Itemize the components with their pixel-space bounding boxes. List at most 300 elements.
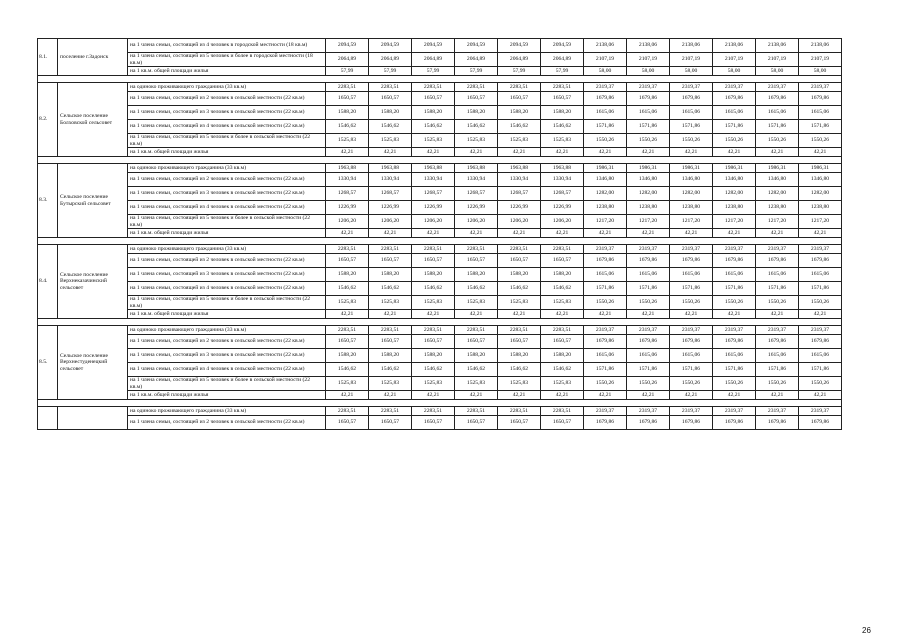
table-row bbox=[38, 92, 842, 106]
value-cell: 1588,20 bbox=[498, 349, 541, 363]
section-gap bbox=[38, 238, 842, 245]
row-description: на 1 члена семьи, состоящей из 2 человек в сельской местности (22 кв.м) bbox=[128, 416, 326, 430]
table-row bbox=[38, 377, 842, 391]
value-cell: 2283,51 bbox=[541, 326, 584, 335]
value-cell: 2064,89 bbox=[326, 53, 369, 67]
value-cell: 1615,06 bbox=[584, 268, 627, 282]
value-cell: 42,21 bbox=[498, 310, 541, 319]
table-row bbox=[38, 335, 842, 349]
value-cell: 2319,37 bbox=[584, 245, 627, 254]
value-cell: 2283,51 bbox=[498, 83, 541, 92]
value-cell: 42,21 bbox=[627, 148, 670, 157]
value-cell: 1525,83 bbox=[541, 377, 584, 391]
settlement-name: Сельское поселение Бутырский сельсовет bbox=[58, 164, 128, 238]
tariff-table bbox=[37, 38, 842, 430]
value-cell: 1546,62 bbox=[498, 282, 541, 296]
value-cell: 1571,86 bbox=[756, 120, 799, 134]
value-cell: 2283,51 bbox=[412, 407, 455, 416]
value-cell: 1986,31 bbox=[713, 164, 756, 173]
section-index bbox=[38, 407, 58, 430]
value-cell: 1571,86 bbox=[627, 120, 670, 134]
value-cell: 1679,86 bbox=[713, 335, 756, 349]
value-cell: 2094,59 bbox=[326, 39, 369, 53]
value-cell: 42,21 bbox=[756, 148, 799, 157]
value-cell: 57,99 bbox=[541, 67, 584, 76]
row-description: на 1 члена семьи, состоящей из 2 человек в сельской местности (22 кв.м) bbox=[128, 92, 326, 106]
value-cell: 2283,51 bbox=[455, 83, 498, 92]
value-cell: 1679,86 bbox=[670, 92, 713, 106]
value-cell: 42,21 bbox=[756, 310, 799, 319]
section-gap bbox=[38, 76, 842, 83]
value-cell: 1238,80 bbox=[670, 201, 713, 215]
value-cell: 1588,20 bbox=[498, 268, 541, 282]
row-description: на 1 члена семьи, состоящей из 3 человек в сельской местности (22 кв.м) bbox=[128, 187, 326, 201]
table-row bbox=[38, 39, 842, 53]
value-cell: 42,21 bbox=[713, 229, 756, 238]
value-cell: 42,21 bbox=[541, 310, 584, 319]
value-cell: 1268,57 bbox=[369, 187, 412, 201]
value-cell: 2138,06 bbox=[627, 39, 670, 53]
value-cell: 1986,31 bbox=[799, 164, 842, 173]
value-cell: 1525,83 bbox=[498, 134, 541, 148]
value-cell: 1650,57 bbox=[369, 416, 412, 430]
value-cell: 1217,20 bbox=[799, 215, 842, 229]
table-row bbox=[38, 134, 842, 148]
table-row bbox=[38, 83, 842, 92]
value-cell: 42,21 bbox=[455, 391, 498, 400]
value-cell: 1525,83 bbox=[412, 377, 455, 391]
value-cell: 1346,80 bbox=[756, 173, 799, 187]
value-cell: 57,99 bbox=[498, 67, 541, 76]
value-cell: 2138,06 bbox=[799, 39, 842, 53]
value-cell: 1588,20 bbox=[326, 349, 369, 363]
value-cell: 1550,26 bbox=[756, 296, 799, 310]
table-row bbox=[38, 363, 842, 377]
section-gap bbox=[38, 157, 842, 164]
value-cell: 2283,51 bbox=[498, 245, 541, 254]
value-cell: 2283,51 bbox=[369, 83, 412, 92]
value-cell: 1615,06 bbox=[756, 349, 799, 363]
section-index: 8.5. bbox=[38, 326, 58, 400]
value-cell: 1615,06 bbox=[756, 268, 799, 282]
value-cell: 1963,88 bbox=[369, 164, 412, 173]
value-cell: 42,21 bbox=[541, 391, 584, 400]
value-cell: 2319,37 bbox=[756, 83, 799, 92]
value-cell: 1650,57 bbox=[369, 254, 412, 268]
value-cell: 1550,26 bbox=[584, 377, 627, 391]
value-cell: 2319,37 bbox=[799, 245, 842, 254]
value-cell: 2283,51 bbox=[541, 245, 584, 254]
value-cell: 1217,20 bbox=[584, 215, 627, 229]
value-cell: 1650,57 bbox=[498, 254, 541, 268]
value-cell: 2094,59 bbox=[541, 39, 584, 53]
value-cell: 2283,51 bbox=[541, 83, 584, 92]
value-cell: 2138,06 bbox=[756, 39, 799, 53]
value-cell: 1571,86 bbox=[584, 120, 627, 134]
value-cell: 1588,20 bbox=[455, 106, 498, 120]
value-cell: 1650,57 bbox=[455, 254, 498, 268]
table-row bbox=[38, 282, 842, 296]
value-cell: 1679,86 bbox=[584, 92, 627, 106]
gap-cell bbox=[38, 319, 842, 326]
value-cell: 1546,62 bbox=[412, 363, 455, 377]
value-cell: 1550,26 bbox=[756, 134, 799, 148]
value-cell: 1615,06 bbox=[756, 106, 799, 120]
value-cell: 1525,83 bbox=[369, 134, 412, 148]
value-cell: 1588,20 bbox=[412, 349, 455, 363]
value-cell: 1588,20 bbox=[541, 106, 584, 120]
value-cell: 1525,83 bbox=[455, 377, 498, 391]
value-cell: 1650,57 bbox=[455, 92, 498, 106]
value-cell: 1571,86 bbox=[670, 120, 713, 134]
value-cell: 42,21 bbox=[455, 148, 498, 157]
gap-cell bbox=[38, 400, 842, 407]
value-cell: 1546,62 bbox=[369, 363, 412, 377]
tariff-table-body bbox=[38, 39, 842, 430]
value-cell: 1679,86 bbox=[670, 416, 713, 430]
value-cell: 2319,37 bbox=[627, 83, 670, 92]
value-cell: 1650,57 bbox=[326, 416, 369, 430]
value-cell: 1571,86 bbox=[584, 363, 627, 377]
table-row bbox=[38, 296, 842, 310]
value-cell: 1615,06 bbox=[799, 106, 842, 120]
value-cell: 1679,86 bbox=[713, 254, 756, 268]
value-cell: 1986,31 bbox=[627, 164, 670, 173]
value-cell: 1679,86 bbox=[713, 416, 756, 430]
value-cell: 1550,26 bbox=[713, 296, 756, 310]
value-cell: 1550,26 bbox=[799, 296, 842, 310]
value-cell: 2138,06 bbox=[670, 39, 713, 53]
table-row bbox=[38, 245, 842, 254]
value-cell: 2283,51 bbox=[326, 83, 369, 92]
value-cell: 1206,20 bbox=[412, 215, 455, 229]
value-cell: 42,21 bbox=[326, 148, 369, 157]
value-cell: 1268,57 bbox=[455, 187, 498, 201]
row-description: на 1 кв.м. общей площади жилья bbox=[128, 310, 326, 319]
value-cell: 42,21 bbox=[670, 310, 713, 319]
value-cell: 42,21 bbox=[584, 391, 627, 400]
value-cell: 42,21 bbox=[799, 148, 842, 157]
value-cell: 1525,83 bbox=[412, 134, 455, 148]
value-cell: 1525,83 bbox=[498, 377, 541, 391]
value-cell: 1282,00 bbox=[627, 187, 670, 201]
value-cell: 1650,57 bbox=[498, 335, 541, 349]
settlement-name: Сельское поселение Верхнестуденецкий сельсовет bbox=[58, 326, 128, 400]
value-cell: 57,99 bbox=[455, 67, 498, 76]
value-cell: 1679,86 bbox=[584, 254, 627, 268]
value-cell: 42,21 bbox=[369, 148, 412, 157]
table-row bbox=[38, 310, 842, 319]
value-cell: 1226,99 bbox=[412, 201, 455, 215]
value-cell: 42,21 bbox=[713, 148, 756, 157]
value-cell: 1588,20 bbox=[326, 106, 369, 120]
value-cell: 2283,51 bbox=[369, 407, 412, 416]
value-cell: 42,21 bbox=[412, 391, 455, 400]
value-cell: 1571,86 bbox=[799, 363, 842, 377]
value-cell: 1650,57 bbox=[541, 416, 584, 430]
settlement-name: Сельское поселение Верхнеказачинский сельсовет bbox=[58, 245, 128, 319]
value-cell: 1546,62 bbox=[541, 282, 584, 296]
value-cell: 1525,83 bbox=[412, 296, 455, 310]
row-description: на 1 члена семьи, состоящей из 4 человек в сельской местности (22 кв.м) bbox=[128, 363, 326, 377]
value-cell: 1550,26 bbox=[713, 134, 756, 148]
value-cell: 1546,62 bbox=[455, 363, 498, 377]
value-cell: 2283,51 bbox=[498, 407, 541, 416]
value-cell: 1571,86 bbox=[584, 282, 627, 296]
table-row bbox=[38, 215, 842, 229]
value-cell: 1571,86 bbox=[713, 282, 756, 296]
value-cell: 42,21 bbox=[584, 229, 627, 238]
value-cell: 1330,94 bbox=[412, 173, 455, 187]
value-cell: 1615,06 bbox=[584, 349, 627, 363]
value-cell: 1963,88 bbox=[455, 164, 498, 173]
value-cell: 58,00 bbox=[799, 67, 842, 76]
table-row bbox=[38, 173, 842, 187]
value-cell: 1226,99 bbox=[541, 201, 584, 215]
value-cell: 1550,26 bbox=[584, 134, 627, 148]
value-cell: 1679,86 bbox=[627, 254, 670, 268]
value-cell: 58,00 bbox=[713, 67, 756, 76]
value-cell: 1330,94 bbox=[541, 173, 584, 187]
value-cell: 1615,06 bbox=[670, 349, 713, 363]
value-cell: 1963,88 bbox=[326, 164, 369, 173]
value-cell: 2283,51 bbox=[412, 245, 455, 254]
value-cell: 1679,86 bbox=[670, 254, 713, 268]
section-index: 8.4. bbox=[38, 245, 58, 319]
value-cell: 58,00 bbox=[756, 67, 799, 76]
value-cell: 42,21 bbox=[756, 229, 799, 238]
table-row bbox=[38, 148, 842, 157]
value-cell: 1226,99 bbox=[369, 201, 412, 215]
value-cell: 1330,94 bbox=[455, 173, 498, 187]
value-cell: 42,21 bbox=[498, 229, 541, 238]
value-cell: 2319,37 bbox=[670, 245, 713, 254]
value-cell: 2319,37 bbox=[670, 326, 713, 335]
row-description: на 1 члена семьи, состоящей из 2 человек в сельской местности (22 кв.м) bbox=[128, 173, 326, 187]
section-index: 8.2. bbox=[38, 83, 58, 157]
value-cell: 1550,26 bbox=[584, 296, 627, 310]
value-cell: 2138,06 bbox=[713, 39, 756, 53]
value-cell: 1525,83 bbox=[326, 377, 369, 391]
value-cell: 2319,37 bbox=[799, 407, 842, 416]
value-cell: 1963,88 bbox=[498, 164, 541, 173]
value-cell: 42,21 bbox=[412, 310, 455, 319]
value-cell: 1546,62 bbox=[369, 120, 412, 134]
value-cell: 42,21 bbox=[670, 148, 713, 157]
value-cell: 2283,51 bbox=[498, 326, 541, 335]
value-cell: 42,21 bbox=[369, 229, 412, 238]
value-cell: 2283,51 bbox=[455, 407, 498, 416]
value-cell: 2094,59 bbox=[369, 39, 412, 53]
value-cell: 1679,86 bbox=[670, 335, 713, 349]
value-cell: 1282,00 bbox=[584, 187, 627, 201]
value-cell: 2283,51 bbox=[455, 326, 498, 335]
table-row bbox=[38, 229, 842, 238]
value-cell: 2319,37 bbox=[584, 407, 627, 416]
value-cell: 1206,20 bbox=[369, 215, 412, 229]
value-cell: 2283,51 bbox=[369, 245, 412, 254]
value-cell: 1550,26 bbox=[627, 377, 670, 391]
value-cell: 2319,37 bbox=[799, 326, 842, 335]
value-cell: 1550,26 bbox=[670, 296, 713, 310]
value-cell: 2064,89 bbox=[369, 53, 412, 67]
value-cell: 2319,37 bbox=[627, 245, 670, 254]
value-cell: 1615,06 bbox=[713, 349, 756, 363]
value-cell: 1268,57 bbox=[541, 187, 584, 201]
value-cell: 1615,06 bbox=[627, 349, 670, 363]
value-cell: 2064,89 bbox=[412, 53, 455, 67]
table-row bbox=[38, 53, 842, 67]
row-description: на 1 члена семьи, состоящей из 4 человек в сельской местности (22 кв.м) bbox=[128, 120, 326, 134]
value-cell: 2283,51 bbox=[326, 245, 369, 254]
row-description: на одиноко проживающего гражданина (33 кв.м) bbox=[128, 326, 326, 335]
value-cell: 2319,37 bbox=[756, 407, 799, 416]
table-row bbox=[38, 391, 842, 400]
value-cell: 1238,80 bbox=[799, 201, 842, 215]
row-description: на 1 члена семьи, состоящей из 2 человек в сельской местности (22 кв.м) bbox=[128, 335, 326, 349]
value-cell: 1226,99 bbox=[498, 201, 541, 215]
value-cell: 1588,20 bbox=[412, 268, 455, 282]
value-cell: 2319,37 bbox=[713, 326, 756, 335]
value-cell: 1546,62 bbox=[412, 282, 455, 296]
value-cell: 42,21 bbox=[541, 148, 584, 157]
value-cell: 1571,86 bbox=[670, 282, 713, 296]
row-description: на 1 члена семьи, состоящей из 4 человек в городской местности (18 кв.м) bbox=[128, 39, 326, 53]
page-number: 26 bbox=[862, 626, 871, 635]
value-cell: 2319,37 bbox=[670, 407, 713, 416]
value-cell: 2107,19 bbox=[627, 53, 670, 67]
value-cell: 42,21 bbox=[498, 391, 541, 400]
value-cell: 1346,80 bbox=[627, 173, 670, 187]
value-cell: 1206,20 bbox=[455, 215, 498, 229]
value-cell: 2319,37 bbox=[627, 326, 670, 335]
gap-cell bbox=[38, 157, 842, 164]
value-cell: 1679,86 bbox=[756, 254, 799, 268]
value-cell: 1650,57 bbox=[498, 416, 541, 430]
value-cell: 1588,20 bbox=[369, 106, 412, 120]
value-cell: 1238,80 bbox=[627, 201, 670, 215]
table-row bbox=[38, 349, 842, 363]
value-cell: 1650,57 bbox=[412, 335, 455, 349]
row-description: на 1 члена семьи, состоящей из 3 человек в сельской местности (22 кв.м) bbox=[128, 106, 326, 120]
value-cell: 1679,86 bbox=[756, 335, 799, 349]
value-cell: 42,21 bbox=[584, 148, 627, 157]
value-cell: 1615,06 bbox=[670, 268, 713, 282]
value-cell: 42,21 bbox=[541, 229, 584, 238]
value-cell: 1650,57 bbox=[412, 254, 455, 268]
value-cell: 57,99 bbox=[412, 67, 455, 76]
value-cell: 1986,31 bbox=[670, 164, 713, 173]
value-cell: 42,21 bbox=[799, 310, 842, 319]
value-cell: 1615,06 bbox=[670, 106, 713, 120]
value-cell: 1525,83 bbox=[369, 296, 412, 310]
value-cell: 1546,62 bbox=[498, 120, 541, 134]
value-cell: 42,21 bbox=[713, 310, 756, 319]
value-cell: 1615,06 bbox=[713, 106, 756, 120]
value-cell: 1206,20 bbox=[541, 215, 584, 229]
value-cell: 1615,06 bbox=[627, 106, 670, 120]
value-cell: 2319,37 bbox=[584, 326, 627, 335]
row-description: на 1 кв.м. общей площади жилья bbox=[128, 148, 326, 157]
section-gap bbox=[38, 400, 842, 407]
value-cell: 1963,88 bbox=[541, 164, 584, 173]
gap-cell bbox=[38, 238, 842, 245]
value-cell: 2064,89 bbox=[455, 53, 498, 67]
table-row bbox=[38, 201, 842, 215]
value-cell: 42,21 bbox=[326, 310, 369, 319]
value-cell: 2319,37 bbox=[670, 83, 713, 92]
value-cell: 1546,62 bbox=[412, 120, 455, 134]
value-cell: 42,21 bbox=[412, 229, 455, 238]
value-cell: 42,21 bbox=[584, 310, 627, 319]
value-cell: 2107,19 bbox=[713, 53, 756, 67]
value-cell: 57,99 bbox=[369, 67, 412, 76]
value-cell: 2064,89 bbox=[541, 53, 584, 67]
value-cell: 42,21 bbox=[627, 310, 670, 319]
value-cell: 1525,83 bbox=[541, 296, 584, 310]
value-cell: 2319,37 bbox=[627, 407, 670, 416]
value-cell: 1986,31 bbox=[584, 164, 627, 173]
value-cell: 1268,57 bbox=[326, 187, 369, 201]
value-cell: 1650,57 bbox=[498, 92, 541, 106]
value-cell: 1650,57 bbox=[326, 335, 369, 349]
value-cell: 58,00 bbox=[627, 67, 670, 76]
value-cell: 1268,57 bbox=[498, 187, 541, 201]
value-cell: 42,21 bbox=[326, 229, 369, 238]
value-cell: 1238,80 bbox=[756, 201, 799, 215]
value-cell: 1679,86 bbox=[713, 92, 756, 106]
value-cell: 1650,57 bbox=[412, 92, 455, 106]
row-description: на 1 члена семьи, состоящей из 5 человек и более в сельской местности (22 кв.м) bbox=[128, 296, 326, 310]
row-description: на одиноко проживающего гражданина (33 кв.м) bbox=[128, 164, 326, 173]
value-cell: 2094,59 bbox=[498, 39, 541, 53]
value-cell: 42,21 bbox=[455, 229, 498, 238]
value-cell: 1346,80 bbox=[584, 173, 627, 187]
value-cell: 42,21 bbox=[627, 391, 670, 400]
value-cell: 1282,00 bbox=[713, 187, 756, 201]
value-cell: 1588,20 bbox=[455, 268, 498, 282]
value-cell: 1963,88 bbox=[412, 164, 455, 173]
value-cell: 1330,94 bbox=[498, 173, 541, 187]
value-cell: 2319,37 bbox=[584, 83, 627, 92]
value-cell: 1282,00 bbox=[799, 187, 842, 201]
value-cell: 1525,83 bbox=[455, 134, 498, 148]
value-cell: 1679,86 bbox=[799, 254, 842, 268]
value-cell: 42,21 bbox=[799, 391, 842, 400]
value-cell: 1650,57 bbox=[412, 416, 455, 430]
value-cell: 2064,89 bbox=[498, 53, 541, 67]
value-cell: 1550,26 bbox=[799, 377, 842, 391]
row-description: на 1 члена семьи, состоящей из 5 человек и более в городской местности (18 кв.м) bbox=[128, 53, 326, 67]
value-cell: 1226,99 bbox=[455, 201, 498, 215]
value-cell: 2107,19 bbox=[799, 53, 842, 67]
table-row bbox=[38, 268, 842, 282]
value-cell: 1650,57 bbox=[541, 92, 584, 106]
settlement-name: поселение г.Задонск bbox=[58, 39, 128, 76]
value-cell: 1588,20 bbox=[369, 268, 412, 282]
value-cell: 1525,83 bbox=[455, 296, 498, 310]
value-cell: 1615,06 bbox=[627, 268, 670, 282]
tariff-table-page bbox=[37, 38, 840, 430]
value-cell: 1525,83 bbox=[498, 296, 541, 310]
value-cell: 1571,86 bbox=[799, 282, 842, 296]
value-cell: 1550,26 bbox=[799, 134, 842, 148]
value-cell: 2094,59 bbox=[412, 39, 455, 53]
value-cell: 1571,86 bbox=[756, 282, 799, 296]
value-cell: 1650,57 bbox=[369, 335, 412, 349]
table-row bbox=[38, 187, 842, 201]
value-cell: 1588,20 bbox=[326, 268, 369, 282]
